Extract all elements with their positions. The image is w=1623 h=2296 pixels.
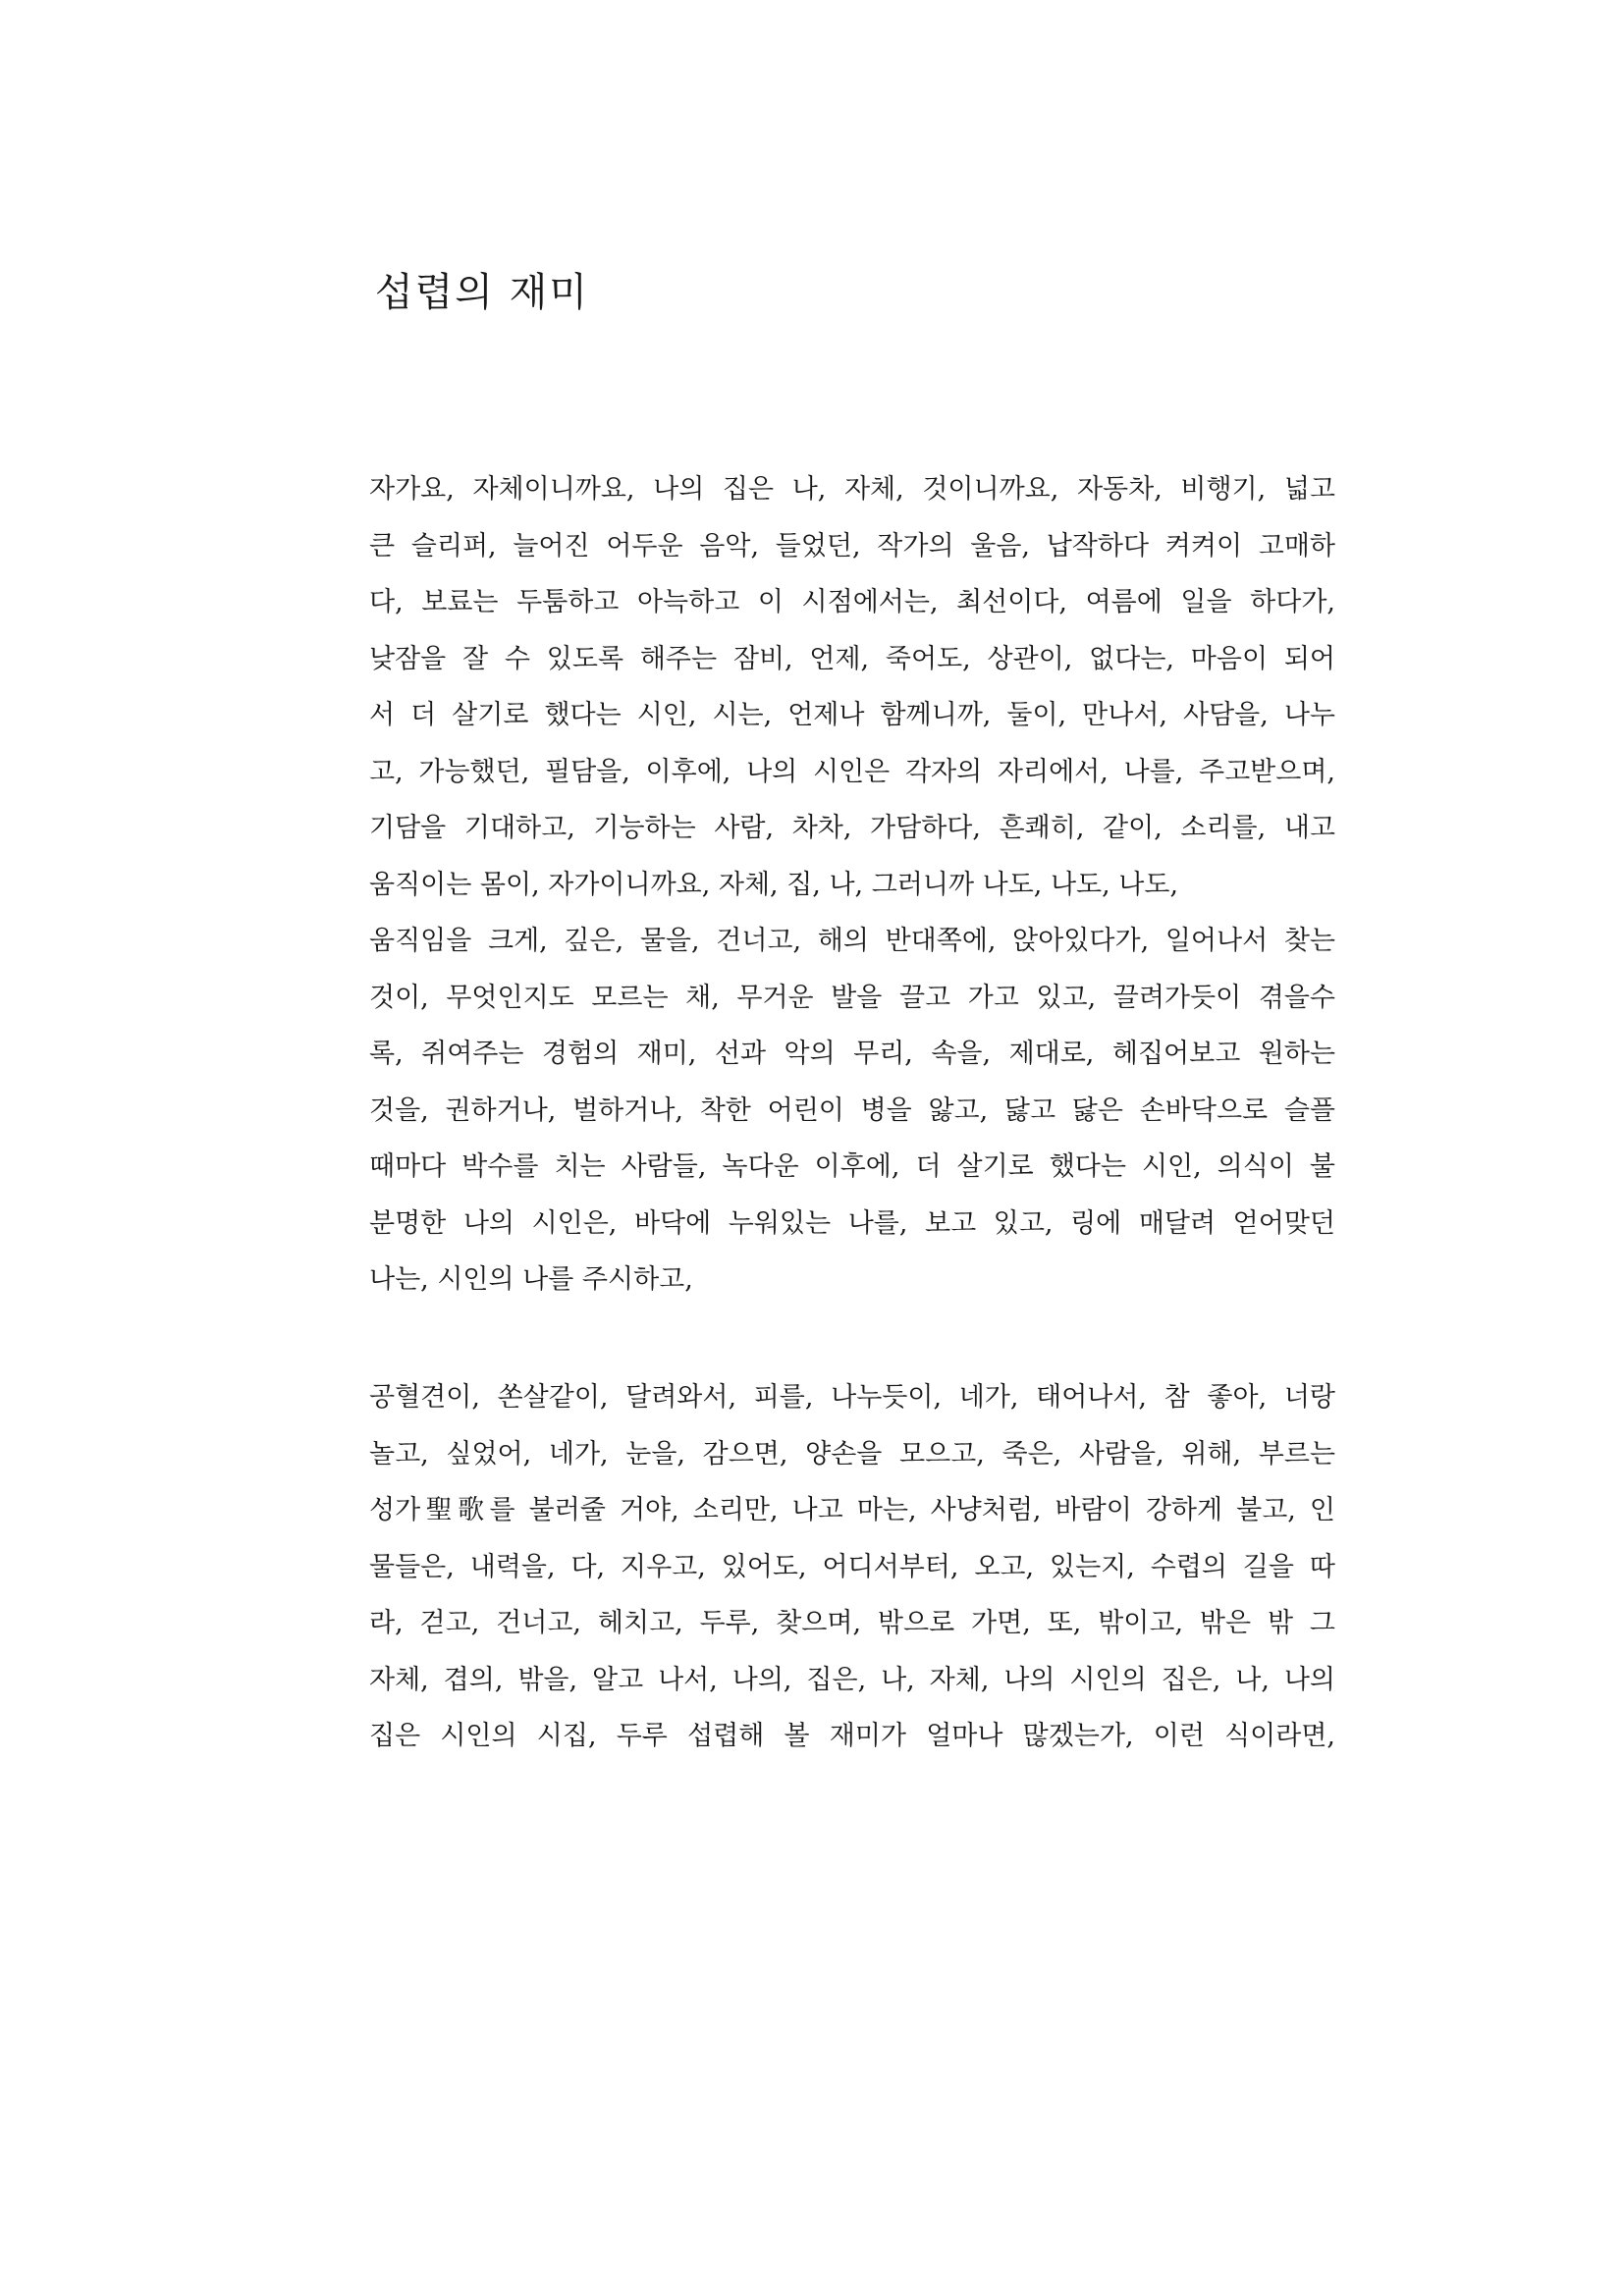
poem-line: 고, 가능했던, 필담을, 이후에, 나의 시인은 각자의 자리에서, 나를, 주고받으며, bbox=[369, 756, 1335, 787]
poem-line: 공혈견이, 쏜살같이, 달려와서, 피를, 나누듯이, 네가, 태어나서, 참 좋아, 너랑 bbox=[369, 1382, 1335, 1413]
poem-line: 라, 걷고, 건너고, 헤치고, 두루, 찾으며, 밖으로 가면, 또, 밖이고, 밖은 밖 그 bbox=[369, 1608, 1335, 1638]
poem-line: 분명한 나의 시인은, 바닥에 누워있는 나를, 보고 있고, 링에 매달려 얻어맞던 bbox=[369, 1207, 1335, 1239]
poem-line: 기담을 기대하고, 기능하는 사람, 차차, 가담하다, 흔쾌히, 같이, 소리를, 내고 bbox=[369, 813, 1335, 843]
poem-line: 집은 시인의 시집, 두루 섭렵해 볼 재미가 얼마나 많겠는가, 이런 식이라면, bbox=[369, 1721, 1335, 1751]
poem-line: 것이, 무엇인지도 모르는 채, 무거운 발을 끌고 가고 있고, 끌려가듯이 겪을수 bbox=[369, 982, 1335, 1013]
poem-line: 다, 보료는 두툼하고 아늑하고 이 시점에서는, 최선이다, 여름에 일을 하다가, bbox=[369, 587, 1335, 617]
poem-line: 큰 슬리퍼, 늘어진 어두운 음악, 들었던, 작가의 울음, 납작하다 켜켜이 고매하 bbox=[369, 530, 1335, 561]
poem-line: 낮잠을 잘 수 있도록 해주는 잠비, 언제, 죽어도, 상관이, 없다는, 마음이 되어 bbox=[369, 643, 1335, 674]
poem-line: 록, 쥐여주는 경험의 재미, 선과 악의 무리, 속을, 제대로, 헤집어보고 원하는 bbox=[369, 1039, 1335, 1069]
stanza-2 bbox=[369, 1369, 1335, 1765]
poem-line: 놀고, 싶었어, 네가, 눈을, 감으면, 양손을 모으고, 죽은, 사람을, 위해, 부르는 bbox=[369, 1438, 1335, 1469]
poem-line: 물들은, 내력을, 다, 지우고, 있어도, 어디서부터, 오고, 있는지, 수렵의 길을 따 bbox=[369, 1551, 1335, 1582]
poem-line: 자체, 겹의, 밖을, 알고 나서, 나의, 집은, 나, 자체, 나의 시인의 집은, 나, 나의 bbox=[369, 1664, 1335, 1695]
poem-line: 나는, 시인의 나를 주시하고, bbox=[369, 1264, 693, 1295]
poem-line: 때마다 박수를 치는 사람들, 녹다운 이후에, 더 살기로 했다는 시인, 의식이 불 bbox=[369, 1151, 1335, 1182]
poem-line: 성가聖歌를 불러줄 거야, 소리만, 나고 마는, 사냥처럼, 바람이 강하게 불고, 인 bbox=[369, 1495, 1335, 1525]
poem-line: 것을, 권하거나, 벌하거나, 착한 어린이 병을 앓고, 닳고 닳은 손바닥으로 슬플 bbox=[369, 1095, 1335, 1126]
stanza-1 bbox=[369, 461, 1335, 1308]
poem-title: 섭렵의 재미 bbox=[375, 270, 589, 315]
poem-line: 자가요, 자체이니까요, 나의 집은 나, 자체, 것이니까요, 자동차, 비행기, 넓고 bbox=[369, 474, 1335, 505]
poem-line: 서 더 살기로 했다는 시인, 시는, 언제나 함께니까, 둘이, 만나서, 사담을, 나누 bbox=[369, 700, 1335, 730]
poem-line: 움직임을 크게, 깊은, 물을, 건너고, 해의 반대쪽에, 앉아있다가, 일어나서 찾는 bbox=[369, 926, 1335, 956]
poem-line: 움직이는 몸이, 자가이니까요, 자체, 집, 나, 그러니까 나도, 나도, 나도, bbox=[369, 869, 1179, 900]
